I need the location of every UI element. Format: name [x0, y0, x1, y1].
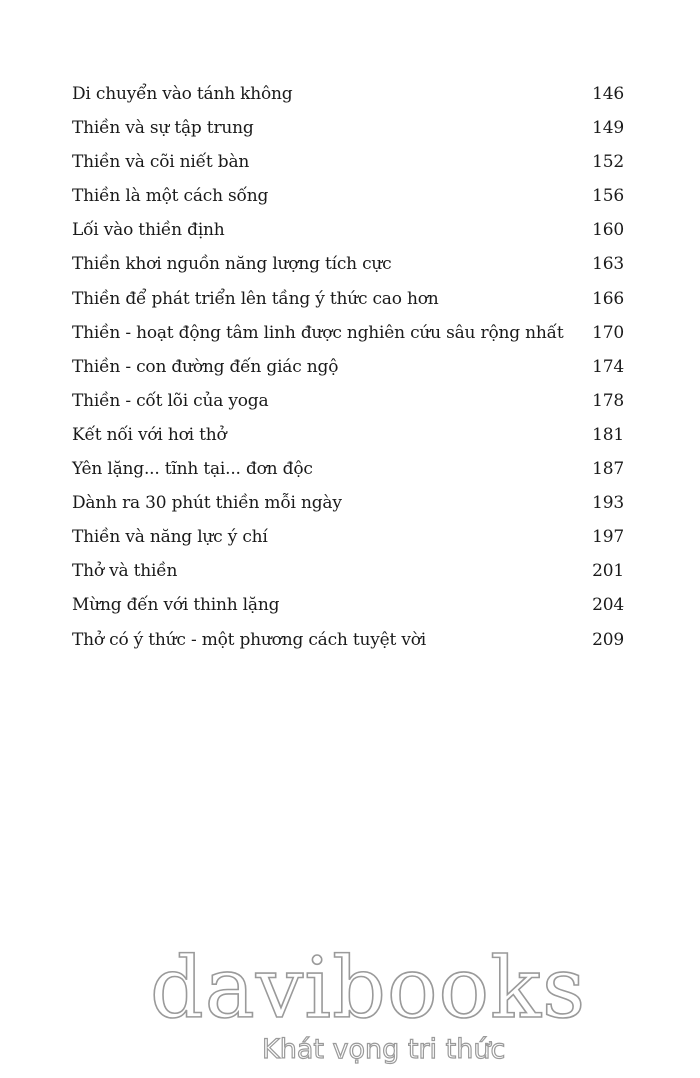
toc-entry [72, 186, 624, 220]
toc-entry-title: Thiền và năng lực ý chí [72, 527, 268, 548]
toc-entry-title: Thiền - con đường đến giác ngộ [72, 356, 339, 377]
toc-entry [72, 323, 624, 357]
toc-entry-title: Thiền - hoạt động tâm linh được nghiên cứu sâu rộng nhất [72, 322, 564, 343]
toc-entry-page: 209 [592, 629, 624, 650]
watermark-brand: davibooks [150, 939, 587, 1037]
toc-entry-title: Kết nối với hơi thở [72, 424, 227, 445]
toc-entry-title: Thiền khơi nguồn năng lượng tích cực [72, 254, 392, 275]
toc-entry-title: Thở có ý thức - một phương cách tuyệt vời [72, 629, 427, 650]
toc-entry [72, 493, 624, 527]
toc-entry-title: Mừng đến với thinh lặng [72, 595, 280, 616]
toc-entry-title: Di chuyển vào tánh không [72, 84, 293, 104]
toc-entry-page: 201 [592, 561, 624, 582]
toc-entry [72, 391, 624, 425]
toc-entry-title: Dành ra 30 phút thiền mỗi ngày [72, 493, 342, 514]
toc-entry [72, 561, 624, 595]
toc-entry [72, 84, 624, 118]
toc-entry [72, 527, 624, 561]
toc-entry [72, 630, 624, 664]
toc-entry-title: Thiền - cốt lõi của yoga [72, 390, 269, 411]
toc-entry-title: Thiền để phát triển lên tầng ý thức cao hơn [72, 288, 439, 309]
toc-entry-page: 160 [592, 220, 624, 241]
toc-entry-title: Thở và thiền [72, 561, 178, 582]
toc-entry [72, 595, 624, 629]
toc-entry-page: 178 [592, 390, 624, 411]
toc-entry-page: 193 [592, 493, 624, 514]
toc-entry-page: 204 [592, 595, 624, 616]
toc-entry-title: Lối vào thiền định [72, 220, 225, 241]
toc-entry-title: Yên lặng... tĩnh tại... đơn độc [72, 459, 313, 480]
watermark-tagline: Khát vọng tri thức [262, 1034, 506, 1065]
toc-entry-page: 146 [592, 84, 624, 104]
toc-entry [72, 152, 624, 186]
toc-entry [72, 254, 624, 288]
toc-entry [72, 459, 624, 493]
table-of-contents [72, 84, 624, 664]
toc-entry [72, 357, 624, 391]
toc-entry [72, 425, 624, 459]
toc-entry [72, 220, 624, 254]
toc-entry [72, 118, 624, 152]
toc-entry-page: 149 [592, 118, 624, 139]
watermark [0, 940, 700, 1078]
toc-entry-title: Thiền là một cách sống [72, 186, 269, 207]
toc-entry-title: Thiền và sự tập trung [72, 118, 254, 139]
toc-entry-page: 170 [592, 322, 624, 343]
toc-entry-page: 187 [592, 459, 624, 480]
toc-entry [72, 289, 624, 323]
toc-entry-title: Thiền và cõi niết bàn [72, 152, 250, 173]
toc-entry-page: 156 [592, 186, 624, 207]
toc-entry-page: 166 [592, 288, 624, 309]
toc-entry-page: 174 [592, 356, 624, 377]
toc-entry-page: 181 [592, 424, 624, 445]
toc-entry-page: 163 [592, 254, 624, 275]
toc-entry-page: 197 [592, 527, 624, 548]
toc-entry-page: 152 [592, 152, 624, 173]
